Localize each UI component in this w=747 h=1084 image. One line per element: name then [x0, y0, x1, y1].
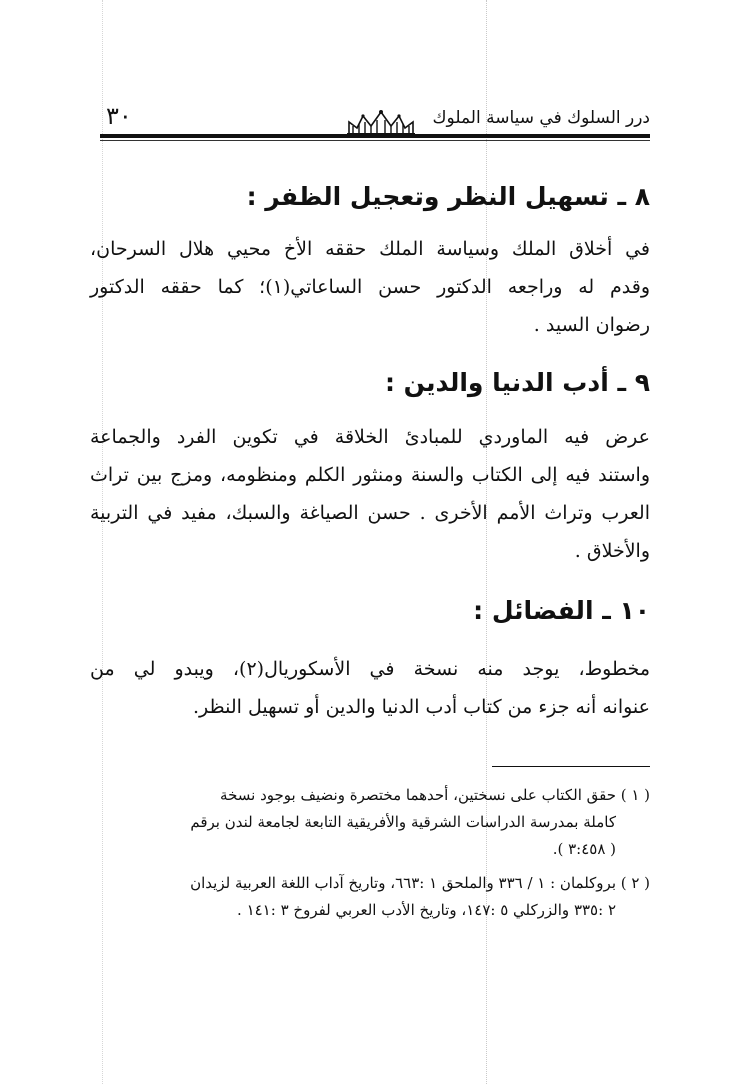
page-number: ٣٠	[106, 102, 132, 130]
paragraph-line: مخطوط، يوجد منه نسخة في الأسكوريال(٢)، ويبدو لي من	[90, 658, 650, 680]
paragraph-line: عرض فيه الماوردي للمبادئ الخلاقة في تكوين الفرد والجماعة	[90, 426, 650, 448]
footnote-line: حقق الكتاب على نسختين، أحدهما مختصرة ونضيف بوجود نسخة	[220, 786, 616, 804]
paragraph-line: رضوان السيد .	[533, 314, 650, 336]
header-rule-thin	[100, 140, 650, 141]
paragraph-line: في أخلاق الملك وسياسة الملك حققه الأخ محيي هلال السرحان،	[90, 238, 650, 260]
page-header	[100, 102, 650, 148]
paragraph-line: واستند فيه إلى الكتاب والسنة ومنثور الكلم ومنظومه، ومزج بين تراث	[90, 464, 650, 486]
footnote-number: ( ١ )	[620, 786, 650, 804]
section-title: ٨ ـ تسهيل النظر وتعجيل الظفر :	[246, 182, 650, 211]
footnote-line: ( ٣:٤٥٨ ).	[552, 840, 616, 858]
running-title: درر السلوك في سياسة الملوك	[432, 108, 650, 128]
section-title: ١٠ ـ الفضائل :	[473, 596, 650, 625]
section-paragraph	[90, 418, 650, 570]
footnote-2	[90, 870, 650, 924]
paragraph-line: عنوانه أنه جزء من كتاب أدب الدنيا والدين أو تسهيل النظر.	[193, 696, 650, 718]
footnote-number: ( ٢ )	[620, 874, 650, 892]
section-paragraph	[90, 230, 650, 344]
footnote-1	[90, 782, 650, 863]
paragraph-line: العرب وتراث الأمم الأخرى . حسن الصياغة والسبك، مفيد في التربية	[90, 502, 650, 524]
footnote-rule	[492, 766, 650, 767]
section-paragraph	[90, 650, 650, 726]
footnote-line: ٢ :٣٣٥ والزركلي ٥ :١٤٧، وتاريخ الأدب العربي لفروخ ٣ :١٤١ .	[237, 901, 616, 919]
section-title: ٩ ـ أدب الدنيا والدين :	[384, 368, 650, 397]
header-rule	[100, 134, 650, 138]
paragraph-line: وقدم له وراجعه الدكتور حسن الساعاتي(١)؛ كما حققه الدكتور	[90, 276, 650, 298]
footnote-line: بروكلمان : ١ / ٣٣٦ والملحق ١ :٦٦٣، وتاريخ آداب اللغة العربية لزيدان	[190, 874, 616, 892]
paragraph-line: والأخلاق .	[574, 540, 650, 562]
footnote-line: كاملة بمدرسة الدراسات الشرقية والأفريقية التابعة لجامعة لندن برقم	[190, 813, 616, 831]
